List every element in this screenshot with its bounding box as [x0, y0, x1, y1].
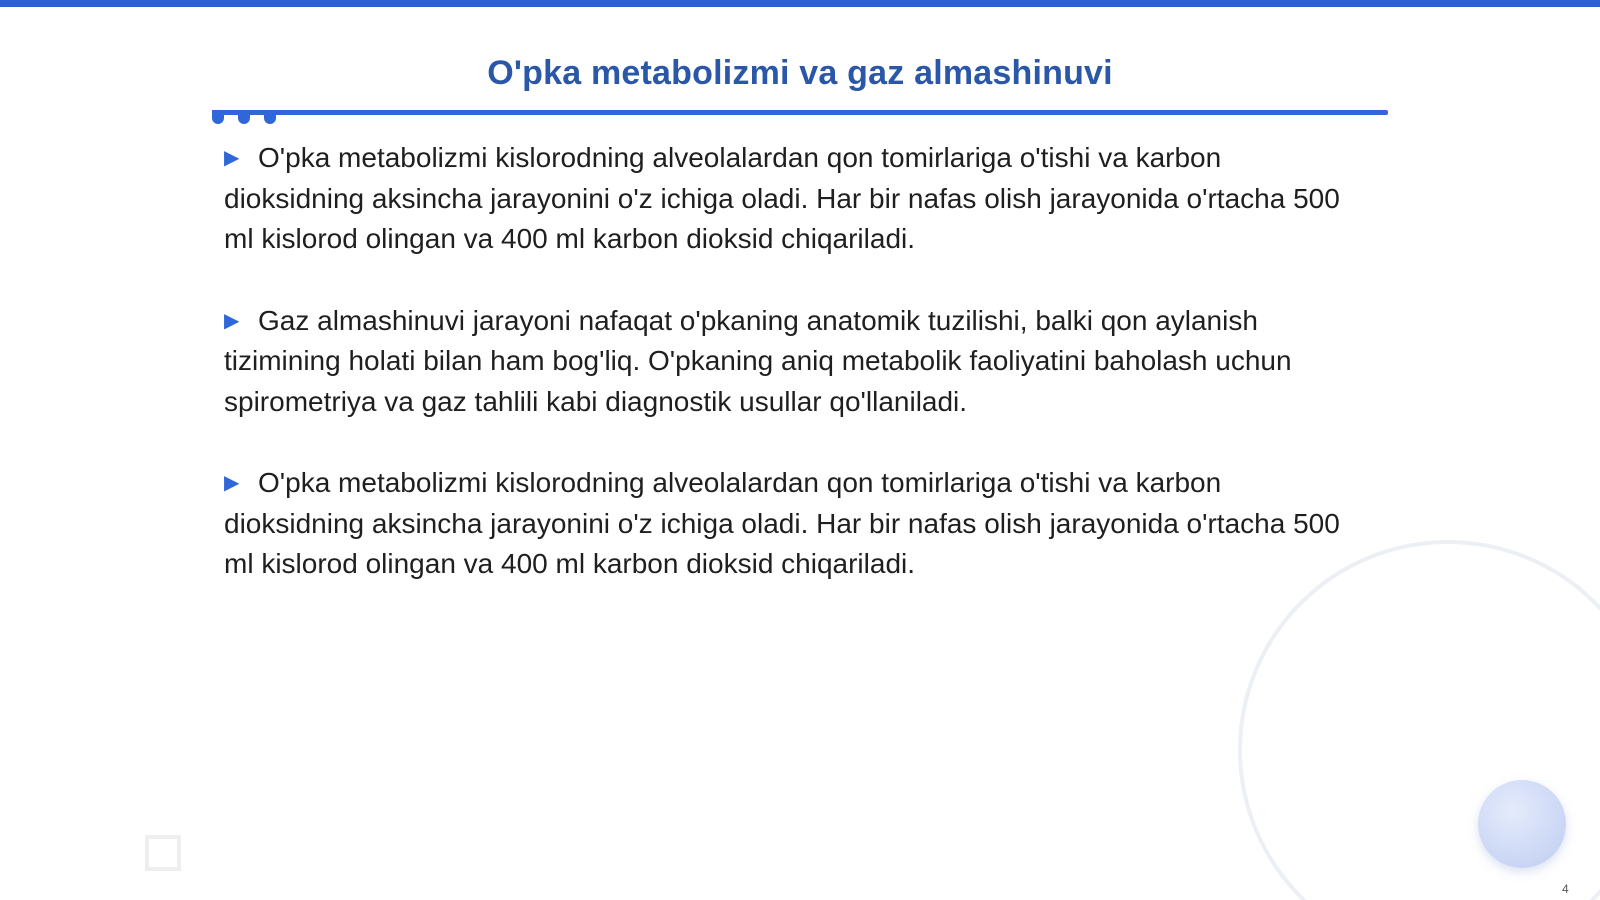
decorative-ball [1478, 780, 1566, 868]
bullet-paragraph [224, 301, 1354, 423]
paragraph-text: O'pka metabolizmi kislorodning alveolalardan qon tomirlariga o'tishi va karbon dioksidning aksincha jarayonini o'z ichiga oladi. Har bir nafas olish jarayonida o'rtacha 500 ml kislorod olingan va 400 ml karbon dioksid chiqariladi. [224, 467, 1340, 579]
bullet-paragraph [224, 138, 1354, 260]
decorative-square [145, 835, 181, 871]
paragraph-text: Gaz almashinuvi jarayoni nafaqat o'pkaning anatomik tuzilishi, balki qon aylanish tizimining holati bilan ham bog'liq. O'pkaning aniq metabolik faoliyatini baholash uchun spirometriya va gaz tahlili kabi diagnostik usullar qo'llaniladi. [224, 304, 1292, 417]
play-triangle-icon: ▶ [224, 472, 240, 494]
page-number: 4 [1562, 882, 1569, 896]
top-accent-bar [0, 0, 1600, 7]
underline-dot [238, 110, 250, 124]
slide-body [224, 138, 1354, 626]
title-underline [212, 110, 1388, 115]
play-triangle-icon: ▶ [224, 147, 240, 169]
paragraph-text: O'pka metabolizmi kislorodning alveolalardan qon tomirlariga o'tishi va karbon dioksidning aksincha jarayonini o'z ichiga oladi. Har bir nafas olish jarayonida o'rtacha 500 ml kislorod olingan va 400 ml karbon dioksid chiqariladi. [224, 142, 1340, 254]
slide-title: O'pka metabolizmi va gaz almashinuvi [487, 54, 1113, 92]
bullet-paragraph [224, 463, 1354, 585]
underline-dot [212, 110, 224, 124]
underline-dot [264, 110, 276, 124]
play-triangle-icon: ▶ [224, 309, 240, 332]
